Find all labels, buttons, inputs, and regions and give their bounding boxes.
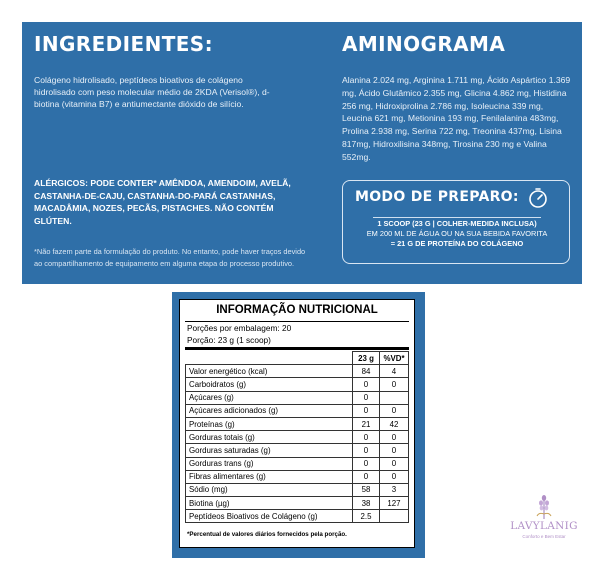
table-row	[186, 378, 409, 391]
nutrition-rule	[185, 321, 409, 322]
nutrient-dv: 0	[380, 457, 409, 470]
nutrient-amount: 0	[353, 444, 380, 457]
table-row	[186, 510, 409, 523]
nutrient-dv: 42	[380, 417, 409, 430]
dv-header: %VD*	[380, 352, 409, 365]
table-row	[186, 404, 409, 417]
nutrient-dv: 0	[380, 404, 409, 417]
nutrition-header-row	[186, 352, 409, 365]
nutrition-rule-thick	[185, 347, 409, 350]
nutrition-table	[179, 299, 415, 548]
aminogram-title: AMINOGRAMA	[342, 32, 506, 56]
nutrient-amount: 2.5	[353, 510, 380, 523]
nutrient-name: Peptídeos Bioativos de Colágeno (g)	[186, 510, 353, 523]
table-row	[186, 444, 409, 457]
nutrient-dv: 0	[380, 470, 409, 483]
nutrient-dv: 4	[380, 365, 409, 378]
nutrient-dv: 0	[380, 378, 409, 391]
preparation-title: MODO DE PREPARO:	[355, 189, 519, 205]
nutrient-dv: 127	[380, 497, 409, 510]
table-row	[186, 470, 409, 483]
preparation-box	[342, 180, 570, 264]
nutrient-dv: 3	[380, 483, 409, 496]
nutrient-amount: 0	[353, 378, 380, 391]
nutrient-amount: 0	[353, 470, 380, 483]
nutrient-name: Biotina (µg)	[186, 497, 353, 510]
amount-header: 23 g	[353, 352, 380, 365]
table-row	[186, 483, 409, 496]
nutrition-grid	[185, 351, 409, 523]
allergens-note: *Não fazem parte da formulação do produto. No entanto, pode haver traços devido ao compartilhamento de equipamento em alguma etapa do processo produtivo.	[34, 247, 306, 268]
ingredients-title: INGREDIENTES:	[34, 32, 214, 56]
nutrition-footnote: *Percentual de valores diários fornecidos pela porção.	[187, 531, 347, 538]
nutrient-name: Gorduras trans (g)	[186, 457, 353, 470]
nutrient-name: Valor energético (kcal)	[186, 365, 353, 378]
servings-per-pack: Porções por embalagem: 20	[187, 323, 292, 333]
brand-tagline: Conforto e Bem Estar	[522, 534, 566, 539]
nutrient-amount: 38	[353, 497, 380, 510]
preparation-line-1: 1 SCOOP (23 G | COLHER-MEDIDA INCLUSA)	[377, 219, 537, 228]
nutrient-name: Açúcares (g)	[186, 391, 353, 404]
table-row	[186, 365, 409, 378]
table-row	[186, 497, 409, 510]
preparation-line-2: EM 200 ML DE ÁGUA OU NA SUA BEBIDA FAVORITA	[366, 229, 548, 238]
nutrition-frame	[172, 292, 425, 558]
nutrient-name: Sódio (mg)	[186, 483, 353, 496]
serving-size: Porção: 23 g (1 scoop)	[187, 335, 271, 345]
nutrient-name: Açúcares adicionados (g)	[186, 404, 353, 417]
nutrient-amount: 58	[353, 483, 380, 496]
ingredients-panel	[22, 22, 582, 284]
nutrient-amount: 84	[353, 365, 380, 378]
nutrient-amount: 0	[353, 457, 380, 470]
nutrient-amount: 0	[353, 431, 380, 444]
lavender-icon	[532, 492, 556, 520]
nutrient-name: Proteínas (g)	[186, 417, 353, 430]
brand-name: LAVYLANIG	[510, 520, 578, 532]
timer-icon	[527, 187, 549, 209]
table-row	[186, 457, 409, 470]
preparation-divider	[373, 217, 541, 218]
nutrient-dv	[380, 510, 409, 523]
table-row	[186, 431, 409, 444]
nutrition-title: INFORMAÇÃO NUTRICIONAL	[216, 304, 378, 316]
preparation-line-3: = 21 G DE PROTEÍNA DO COLÁGENO	[390, 239, 524, 248]
nutrient-amount: 0	[353, 391, 380, 404]
nutrient-name: Carboidratos (g)	[186, 378, 353, 391]
allergens-text: ALÉRGICOS: PODE CONTER* AMÊNDOA, AMENDOIM, AVELÃ, CASTANHA-DE-CAJU, CASTANHA-DO-PARÁ CASTANHAS, MACADÂMIA, NOZES, PECÃS, PISTACHES. NÃO CONTÉM GLÚTEN.	[34, 178, 291, 226]
table-row	[186, 417, 409, 430]
nutrient-name: Gorduras totais (g)	[186, 431, 353, 444]
nutrient-name: Gorduras saturadas (g)	[186, 444, 353, 457]
table-row	[186, 391, 409, 404]
nutrient-dv: 0	[380, 431, 409, 444]
nutrient-amount: 0	[353, 404, 380, 417]
nutrition-header-blank	[186, 352, 353, 365]
ingredients-text: Colágeno hidrolisado, peptídeos bioativos de colágeno hidrolisado com peso molecular médio de 2KDA (Verisol®), d-biotina (vitamina B7) e antiumectante dióxido de silício.	[34, 75, 270, 110]
nutrient-name: Fibras alimentares (g)	[186, 470, 353, 483]
nutrient-dv	[380, 391, 409, 404]
aminogram-text: Alanina 2.024 mg, Arginina 1.711 mg, Ácido Aspártico 1.369 mg, Ácido Glutâmico 2.355 mg, Glicina 4.862 mg, Histidina 256 mg, Hidroxiprolina 2.786 mg, Isoleucina 339 mg, Leucina 621 mg, Metionina 193 mg, Fenilalanina 483mg, Prolina 2.938 mg, Serina 722 mg, Treonina 437mg, Lisina 817mg, Hidroxilisina 348mg, Tirosina 230 mg e Valina 552mg.	[342, 75, 571, 162]
nutrient-dv: 0	[380, 444, 409, 457]
nutrient-amount: 21	[353, 417, 380, 430]
brand-logo	[504, 490, 584, 550]
